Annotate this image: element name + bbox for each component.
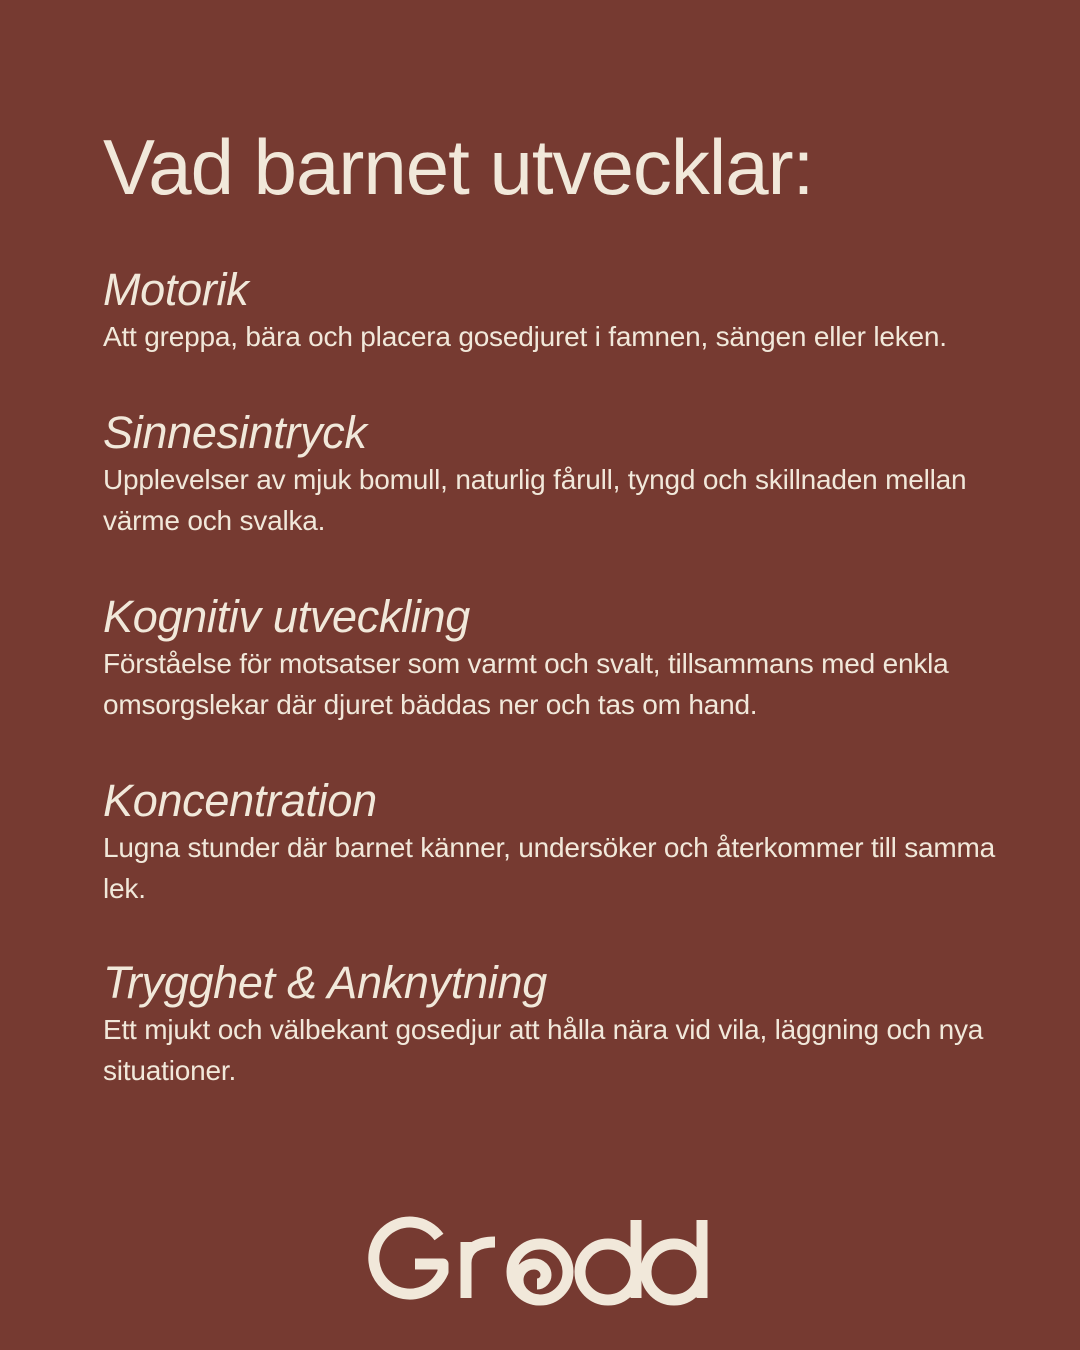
section-kognitiv-utveckling: [103, 591, 1033, 725]
section-text: Att greppa, bära och placera gosedjuret i famnen, sängen eller leken.: [103, 321, 947, 352]
section-trygghet-anknytning: [103, 957, 1033, 1091]
section-heading: Kognitiv utveckling: [103, 591, 471, 642]
section-sinnesintryck: [103, 407, 1033, 541]
section-heading: Trygghet & Anknytning: [103, 957, 547, 1008]
section-heading: Motorik: [103, 264, 249, 315]
section-text: Lugna stunder där barnet känner, undersöker och återkommer till samma lek.: [103, 832, 996, 904]
section-text: Ett mjukt och välbekant gosedjur att hålla nära vid vila, läggning och nya situationer.: [103, 1014, 984, 1086]
section-text: Upplevelser av mjuk bomull, naturlig fårull, tyngd och skillnaden mellan värme och svalka.: [103, 464, 967, 536]
section-text: Förståelse för motsatser som varmt och svalt, tillsammans med enkla omsorgslekar där djuret bäddas ner och tas om hand.: [103, 648, 949, 720]
page-title: Vad barnet utvecklar:: [103, 123, 814, 211]
section-heading: Koncentration: [103, 775, 377, 826]
section-motorik: [103, 264, 1033, 357]
grodd-logo: [368, 1216, 714, 1306]
section-heading: Sinnesintryck: [103, 407, 367, 458]
section-koncentration: [103, 775, 1033, 909]
